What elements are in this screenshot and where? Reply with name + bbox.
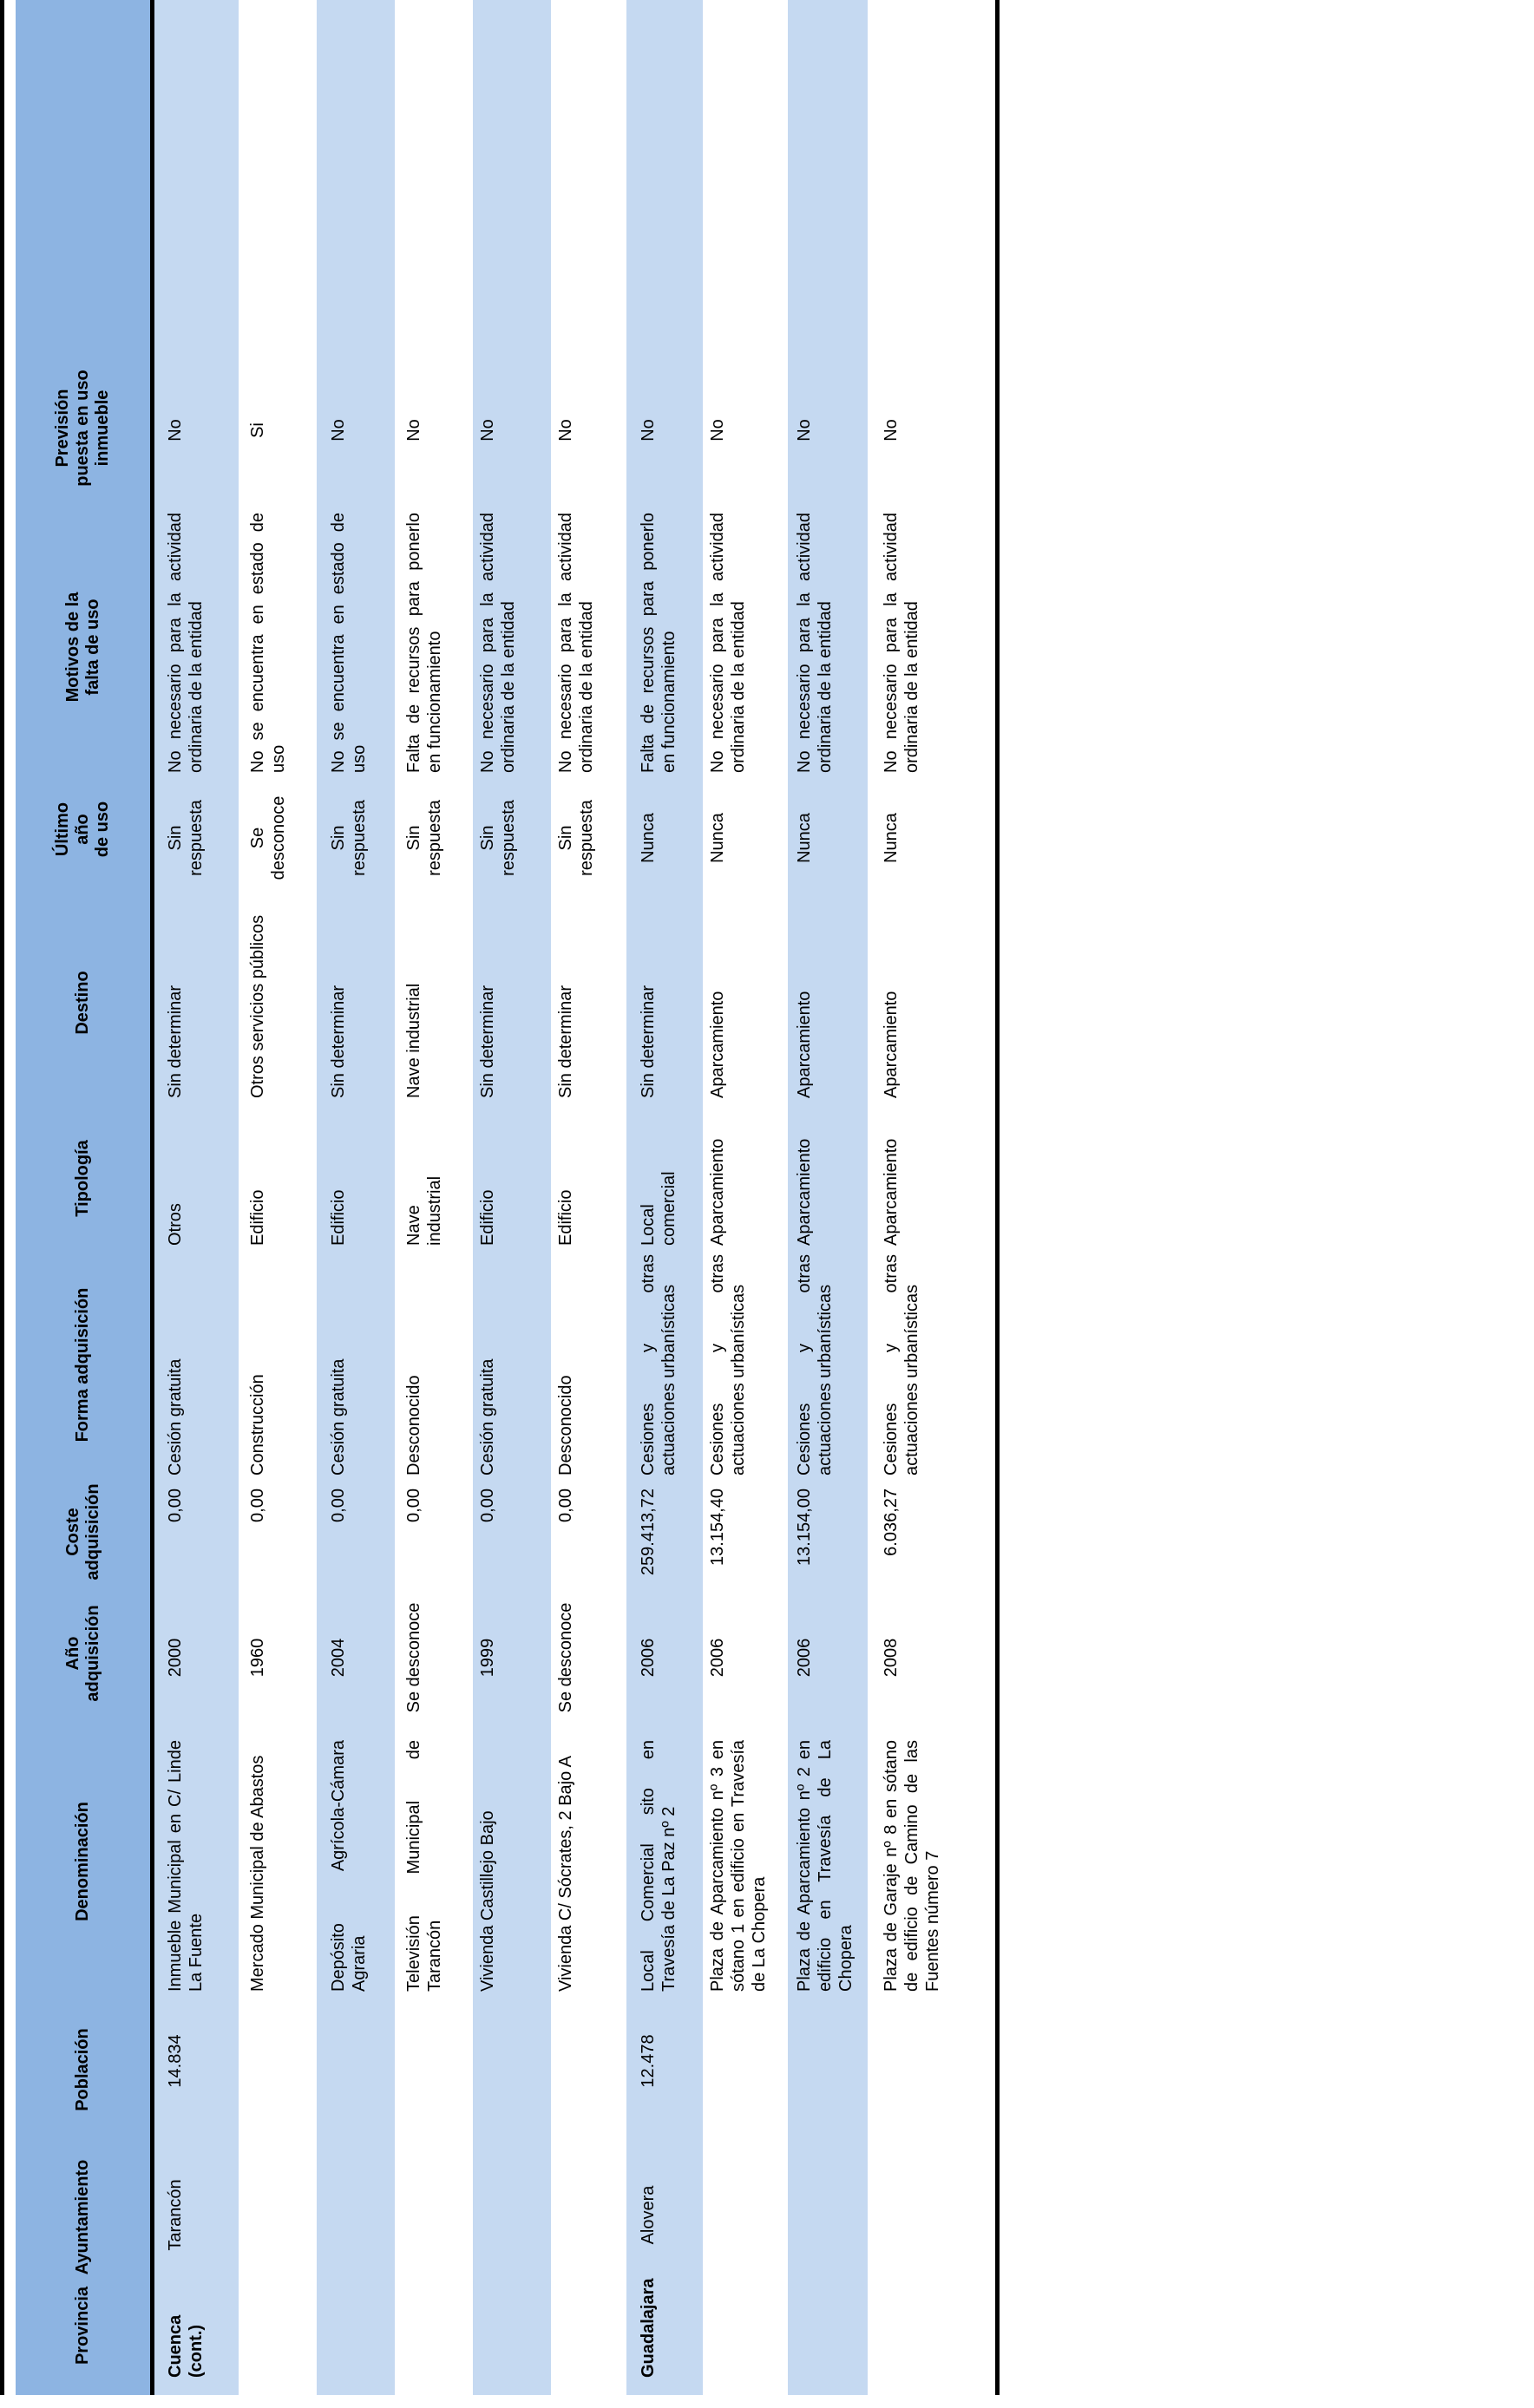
column-header: Destino xyxy=(73,971,92,1035)
cell-tipologia: Aparcamiento xyxy=(882,1138,901,1246)
cell-motivos: No se encuentra en estado de uso xyxy=(329,513,369,773)
cell-motivos: No necesario para la actividad ordinaria de la entidad xyxy=(166,513,206,773)
cell-anio: 2006 xyxy=(639,1638,658,1678)
cell-prevision: No xyxy=(708,419,727,442)
cell-forma: Cesión gratuita xyxy=(329,1358,348,1476)
cell-ultimo: Sin respuesta xyxy=(556,800,596,876)
cell-tipologia: Edificio xyxy=(556,1189,575,1246)
cell-ultimo: Nunca xyxy=(639,813,658,863)
cell-ultimo: Sin respuesta xyxy=(166,800,206,876)
cell-forma: Cesiones y otras actuaciones urbanísticas xyxy=(639,1254,678,1476)
cell-tipologia: Nave industrial xyxy=(404,1175,444,1246)
cell-poblacion: 12.478 xyxy=(639,2034,658,2088)
cell-provincia: Guadalajara xyxy=(639,2278,658,2378)
column-header: Último año de uso xyxy=(53,801,112,858)
cell-prevision: No xyxy=(166,419,185,442)
cell-destino: Nave industrial xyxy=(404,983,423,1098)
cell-ayuntamiento: Alovera xyxy=(639,2185,658,2245)
cell-coste: 0,00 xyxy=(556,1489,575,1522)
cell-motivos: Falta de recursos para ponerlo en funcionamiento xyxy=(404,513,444,773)
cell-coste: 13.154,40 xyxy=(708,1489,727,1566)
cell-anio: Se desconoce xyxy=(404,1602,423,1713)
cell-motivos: Falta de recursos para ponerlo en funcionamiento xyxy=(639,513,678,773)
cell-prevision: No xyxy=(329,419,348,442)
cell-destino: Sin determinar xyxy=(329,985,348,1098)
cell-prevision: No xyxy=(795,419,814,442)
cell-prevision: No xyxy=(556,419,575,442)
cell-forma: Cesiones y otras actuaciones urbanísticas xyxy=(795,1254,835,1476)
cell-forma: Construcción xyxy=(248,1374,267,1476)
cell-anio: Se desconoce xyxy=(556,1602,575,1713)
column-header: Denominación xyxy=(73,1802,92,1921)
table-bottom-rule xyxy=(995,0,1000,2395)
cell-ultimo: Sin respuesta xyxy=(329,800,369,876)
cell-ultimo: Nunca xyxy=(708,813,727,863)
cell-anio: 2000 xyxy=(166,1638,185,1678)
cell-tipologia: Aparcamiento xyxy=(708,1138,727,1246)
cell-anio: 1960 xyxy=(248,1638,267,1678)
cell-coste: 0,00 xyxy=(166,1489,185,1522)
column-header: Provincia xyxy=(73,2286,92,2365)
cell-poblacion: 14.834 xyxy=(166,2034,185,2088)
cell-tipologia: Edificio xyxy=(248,1189,267,1246)
cell-destino: Sin determinar xyxy=(478,985,497,1098)
cell-forma: Cesiones y otras actuaciones urbanísticas xyxy=(882,1254,921,1476)
cell-denominacion: Plaza de Garaje nº 8 en sótano de edificio de Camino de las Fuentes número 7 xyxy=(882,1740,942,1992)
column-header: Forma adquisición xyxy=(73,1287,92,1443)
cell-prevision: Si xyxy=(248,422,267,438)
cell-anio: 2004 xyxy=(329,1638,348,1678)
cell-denominacion: Plaza de Aparcamiento nº 2 en edificio en Travesía de La Chopera xyxy=(795,1740,856,1992)
column-header: Motivos de la falta de uso xyxy=(62,592,102,703)
cell-anio: 2008 xyxy=(882,1638,901,1678)
cell-prevision: No xyxy=(639,419,658,442)
cell-coste: 0,00 xyxy=(404,1489,423,1522)
table-top-rule xyxy=(0,0,4,2395)
cell-denominacion: Vivienda C/ Sócrates, 2 Bajo A xyxy=(556,1755,575,1992)
column-header: Año adquisición xyxy=(62,1605,102,1702)
cell-prevision: No xyxy=(478,419,497,442)
column-header: Tipología xyxy=(73,1140,92,1217)
cell-anio: 2006 xyxy=(708,1638,727,1678)
cell-coste: 259.413,72 xyxy=(639,1489,658,1576)
cell-forma: Cesión gratuita xyxy=(478,1358,497,1476)
cell-motivos: No necesario para la actividad ordinaria de la entidad xyxy=(882,513,921,773)
cell-destino: Aparcamiento xyxy=(882,991,901,1098)
cell-ultimo: Nunca xyxy=(882,813,901,863)
cell-coste: 0,00 xyxy=(329,1489,348,1522)
column-header: Población xyxy=(73,2028,92,2111)
cell-coste: 0,00 xyxy=(478,1489,497,1522)
cell-motivos: No necesario para la actividad ordinaria de la entidad xyxy=(795,513,835,773)
cell-tipologia: Edificio xyxy=(478,1189,497,1246)
cell-tipologia: Local comercial xyxy=(639,1171,678,1246)
cell-provincia: Cuenca (cont.) xyxy=(166,2314,206,2378)
cell-denominacion: Vivienda Castillejo Bajo xyxy=(478,1810,497,1992)
cell-motivos: No necesario para la actividad ordinaria de la entidad xyxy=(478,513,518,773)
cell-forma: Cesión gratuita xyxy=(166,1358,185,1476)
cell-motivos: No necesario para la actividad ordinaria de la entidad xyxy=(556,513,596,773)
cell-motivos: No se encuentra en estado de uso xyxy=(248,513,288,773)
cell-denominacion: Inmueble Municipal en C/ Linde La Fuente xyxy=(166,1740,206,1992)
cell-coste: 13.154,00 xyxy=(795,1489,814,1566)
cell-coste: 0,00 xyxy=(248,1489,267,1522)
cell-destino: Sin determinar xyxy=(166,985,185,1098)
cell-destino: Aparcamiento xyxy=(708,991,727,1098)
column-header: Ayuntamiento xyxy=(73,2159,92,2275)
cell-denominacion: Mercado Municipal de Abastos xyxy=(248,1755,267,1992)
cell-tipologia: Edificio xyxy=(329,1189,348,1246)
cell-forma: Cesiones y otras actuaciones urbanísticas xyxy=(708,1254,748,1476)
cell-destino: Sin determinar xyxy=(556,985,575,1098)
cell-tipologia: Otros xyxy=(166,1203,185,1246)
cell-ultimo: Se desconoce xyxy=(248,795,288,880)
column-header: Previsión puesta en uso inmueble xyxy=(53,370,112,487)
cell-prevision: No xyxy=(404,419,423,442)
cell-ayuntamiento: Tarancón xyxy=(166,2179,185,2251)
cell-ultimo: Sin respuesta xyxy=(404,800,444,876)
cell-coste: 6.036,27 xyxy=(882,1489,901,1556)
cell-anio: 1999 xyxy=(478,1638,497,1678)
cell-forma: Desconocido xyxy=(556,1375,575,1476)
column-header: Coste adquisición xyxy=(62,1483,102,1580)
cell-motivos: No necesario para la actividad ordinaria de la entidad xyxy=(708,513,748,773)
cell-denominacion: Local Comercial sito en Travesía de La Paz nº 2 xyxy=(639,1740,678,1992)
cell-denominacion: Plaza de Aparcamiento nº 3 en sótano 1 en edificio en Travesía de La Chopera xyxy=(708,1740,769,1992)
cell-destino: Aparcamiento xyxy=(795,991,814,1098)
cell-destino: Otros servicios públicos xyxy=(248,914,267,1098)
cell-ultimo: Sin respuesta xyxy=(478,800,518,876)
cell-denominacion: Depósito Agrícola-Cámara Agraria xyxy=(329,1740,369,1992)
cell-anio: 2006 xyxy=(795,1638,814,1678)
cell-denominacion: Televisión Municipal de Tarancón xyxy=(404,1740,444,1992)
cell-tipologia: Aparcamiento xyxy=(795,1138,814,1246)
cell-ultimo: Nunca xyxy=(795,813,814,863)
cell-destino: Sin determinar xyxy=(639,985,658,1098)
cell-prevision: No xyxy=(882,419,901,442)
cell-forma: Desconocido xyxy=(404,1375,423,1476)
